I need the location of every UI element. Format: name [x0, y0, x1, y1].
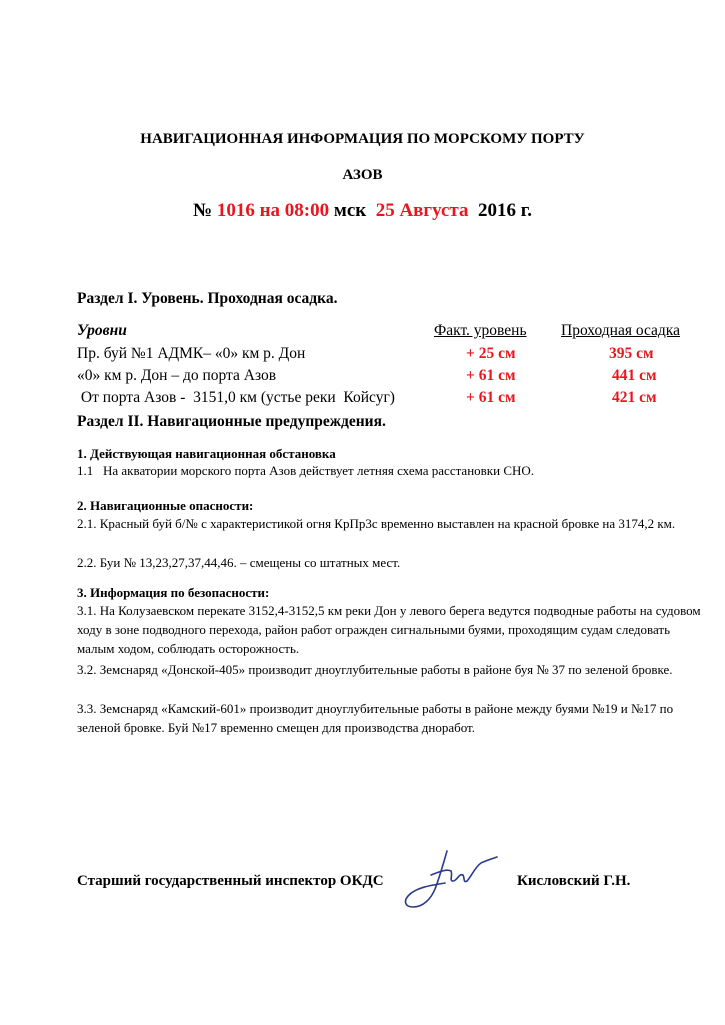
col-header-fact: Факт. уровень	[434, 322, 527, 339]
subsection-text: 2.2. Буи № 13,23,27,37,44,46. – смещены со штатных мест.	[77, 555, 401, 570]
issue-line	[0, 200, 725, 222]
level-row-draft: 395 см	[609, 345, 654, 362]
subsection-text: 3.2. Земснаряд «Донской-405» производит дноуглубительные работы в районе буя № 37 по зеленой бровке.	[77, 662, 673, 677]
issue-number-prefix: №	[193, 200, 213, 221]
issue-timezone: мск	[333, 200, 367, 221]
subsection-text: 1.1 На акватории морского порта Азов действует летняя схема расстановки СНО.	[77, 463, 535, 478]
subsection-title: 2. Навигационные опасности:	[77, 498, 254, 513]
subsection-text: 3.3. Земснаряд «Камский-601» производит дноуглубительные работы в районе между буями №19 и №17 по зеленой бровке. Буй №17 временно смещен для производства дноработ.	[77, 701, 674, 735]
level-row-name: «0» км р. Дон – до порта Азов	[77, 367, 277, 384]
issue-at: на	[259, 200, 281, 221]
port-name: АЗОВ	[342, 167, 383, 183]
subsection-text: 2.1. Красный буй б/№ с характеристикой огня КрПр3с временно выставлен на красной бровке на 3174,2 км.	[77, 516, 676, 531]
document-title: НАВИГАЦИОННАЯ ИНФОРМАЦИЯ ПО МОРСКОМУ ПОРТУ	[140, 131, 585, 147]
handwritten-signature-icon	[395, 845, 505, 915]
subsection-title: 3. Информация по безопасности:	[77, 585, 270, 600]
subsection-text: 3.1. На Колузаевском перекате 3152,4-3152,5 км реки Дон у левого берега ведутся подводные работы на судовом ходу в зоне подводного перехода, район работ огражден сигнальными буями, проходящим судам следовать малым ходом, соблюдать осторожность.	[77, 603, 701, 656]
signer-position: Старший государственный инспектор ОКДС	[77, 873, 384, 889]
level-row-name: Пр. буй №1 АДМК– «0» км р. Дон	[77, 345, 306, 362]
issue-date: 25 Августа	[375, 200, 469, 221]
section1-title: Раздел I. Уровень. Проходная осадка.	[77, 290, 338, 307]
level-row-fact: + 61 см	[466, 389, 516, 406]
issue-year: 2016 г.	[477, 200, 532, 221]
level-row-draft: 421 см	[612, 389, 657, 406]
level-row-fact: + 25 см	[466, 345, 516, 362]
level-row-draft: 441 см	[612, 367, 657, 384]
col-header-levels: Уровни	[77, 322, 127, 339]
issue-time: 08:00	[284, 200, 330, 221]
section2-title: Раздел II. Навигационные предупреждения.	[77, 413, 386, 430]
level-row-fact: + 61 см	[466, 367, 516, 384]
issue-number: 1016	[216, 200, 255, 221]
signer-name: Кисловский Г.Н.	[517, 873, 631, 889]
col-header-draft: Проходная осадка	[561, 322, 680, 339]
level-row-name: От порта Азов - 3151,0 км (устье реки Койсуг)	[77, 389, 395, 406]
subsection-title: 1. Действующая навигационная обстановка	[77, 446, 336, 461]
